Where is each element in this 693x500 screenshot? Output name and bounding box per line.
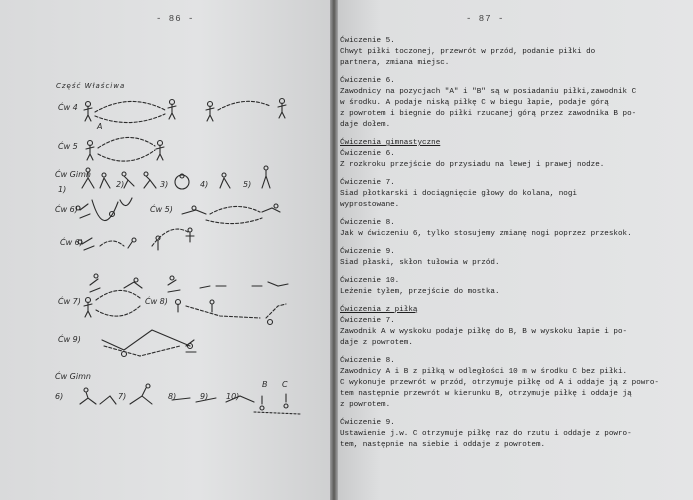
section-heading: Ćwiczenie 6.	[340, 77, 395, 85]
text-line: partnera, zmiana miejsc.	[340, 59, 450, 67]
sketch-row-1	[84, 99, 286, 123]
sketch-label: C	[282, 380, 288, 389]
text-line: C wykonuje przewrót w przód, otrzymuje piłkę od A i oddaje ją z powro-	[340, 379, 659, 387]
section	[340, 138, 685, 149]
section	[340, 356, 685, 411]
sketch-label: Ćw 5	[58, 142, 78, 151]
section-heading: Ćwiczenie 9.	[340, 419, 395, 427]
sketch-label: 10)	[226, 392, 240, 401]
text-line: Zawodnik A w wyskoku podaje piłkę do B, B w wyskoku łapie i po-	[340, 328, 628, 336]
sketch-label: 3)	[160, 180, 169, 189]
section	[340, 149, 685, 171]
section	[340, 218, 685, 240]
sketch-label: 8)	[168, 392, 177, 401]
text-line: Jak w ćwiczeniu 6, tylko stosujemy zmianę nogi poprzez przeskok.	[340, 230, 632, 238]
sketch-row-8	[102, 330, 196, 357]
section	[340, 418, 685, 451]
book-gutter	[330, 0, 338, 500]
sketch-label: Ćw 8)	[145, 297, 168, 306]
section-heading: Ćwiczenie 7.	[340, 179, 395, 187]
text-line: Leżenie tyłem, przejście do mostka.	[340, 288, 500, 296]
sketch-label: A	[97, 122, 103, 131]
left-page	[0, 0, 332, 500]
sketch-label: Ćw 6)	[55, 205, 78, 214]
section	[340, 36, 685, 69]
left-page-title: Część Właściwa	[56, 82, 126, 90]
text-line: Zawodnicy na pozycjach "A" i "B" są w posiadaniu piłki,zawodnik C	[340, 88, 637, 96]
text-line: Siad płaski, skłon tułowia w przód.	[340, 259, 500, 267]
sketch-row-2	[86, 137, 164, 161]
right-page	[338, 0, 693, 500]
sketch-row-9	[80, 384, 300, 414]
sketch-label: Ćw 4	[58, 103, 78, 112]
section	[340, 276, 685, 298]
sketch-label: Ćw Gimn	[55, 372, 91, 381]
section-heading: Ćwiczenie 7.	[340, 317, 395, 325]
text-line: daje z powrotem.	[340, 339, 413, 347]
section-heading: Ćwiczenie 10.	[340, 277, 400, 285]
text-line: tem następnie przewrót w kierunku B, otrzymuje piłkę i oddaje ją	[340, 390, 632, 398]
section-heading: Ćwiczenie 9.	[340, 248, 395, 256]
sketch-row-5	[78, 228, 194, 250]
sketch-row-4	[76, 198, 280, 224]
text-line: Z rozkroku przejście do przysiadu na lewej i prawej nodze.	[340, 161, 605, 169]
text-line: Siad płotkarski i dociągnięcie głowy do kolana, nogi	[340, 190, 577, 198]
section-heading: Ćwiczenia gimnastyczne	[340, 139, 441, 147]
text-line: z powrotem i biegnie do piłki rzucanej górą przez zawodnika B po-	[340, 110, 637, 118]
sketch-label: Ćw 9)	[58, 335, 81, 344]
text-line: tem, następnie na siebie i oddaje z powrotem.	[340, 441, 546, 449]
text-line: Ustawienie j.w. C otrzymuje piłkę raz do rzutu i oddaje z powro-	[340, 430, 632, 438]
sketch-label: B	[262, 380, 268, 389]
text-line: Zawodnicy A i B z piłką w odległości 10 m w środku C bez piłki.	[340, 368, 628, 376]
text-line: wyprostowane.	[340, 201, 400, 209]
section-heading: Ćwiczenie 8.	[340, 219, 395, 227]
section	[340, 316, 685, 349]
sketch-label: 4)	[200, 180, 209, 189]
section-heading: Ćwiczenie 8.	[340, 357, 395, 365]
sketch-label: Ćw 7)	[58, 297, 81, 306]
sketch-label: 5)	[243, 180, 252, 189]
sketch-row-6	[90, 274, 288, 292]
section	[340, 305, 685, 316]
section	[340, 178, 685, 211]
left-page-number: - 86 -	[156, 14, 195, 24]
sketch-label: 7)	[118, 392, 127, 401]
text-line: daje dołem.	[340, 121, 391, 129]
sketch-label: 6)	[55, 392, 64, 401]
exercise-text	[340, 36, 685, 458]
text-line: Chwyt piłki toczonej, przewrót w przód, podanie piłki do	[340, 48, 596, 56]
text-line: z powrotem.	[340, 401, 391, 409]
sketch-label: 2)	[116, 180, 125, 189]
sketch-label: Ćw 5)	[150, 205, 173, 214]
section-heading: Ćwiczenia z piłką	[340, 306, 418, 314]
sketch-row-3	[82, 166, 270, 189]
sketch-label: 1)	[58, 185, 67, 194]
sketch-label: Ćw Gimn	[55, 170, 91, 179]
sketch-label: 9)	[200, 392, 209, 401]
section-heading: Ćwiczenie 6.	[340, 150, 395, 158]
right-page-number: - 87 -	[466, 14, 505, 24]
section	[340, 247, 685, 269]
sketch-label: Ćw 6)	[60, 238, 83, 247]
exercise-sketches	[0, 0, 332, 500]
sketch-row-7	[84, 290, 286, 324]
section-heading: Ćwiczenie 5.	[340, 37, 395, 45]
section	[340, 76, 685, 131]
text-line: w środku. A podaje niską piłkę C w biegu łapie, podaje górą	[340, 99, 609, 107]
